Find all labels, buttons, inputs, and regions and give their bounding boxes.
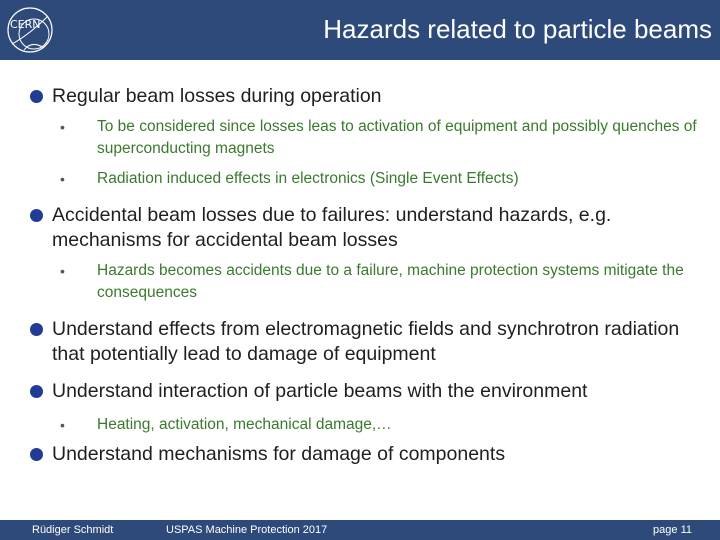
bullet-dot-icon bbox=[30, 385, 43, 398]
bullet-text: Regular beam losses during operation bbox=[52, 85, 382, 107]
sub-bullet-dot-icon: • bbox=[60, 263, 65, 279]
sub-bullet-radiation bbox=[60, 168, 697, 190]
sub-bullet-dot-icon: • bbox=[60, 417, 65, 433]
sub-bullet-text: Radiation induced effects in electronics (Single Event Effects) bbox=[97, 170, 519, 187]
bullet-dot-icon bbox=[30, 448, 43, 461]
bullet-text: Understand mechanisms for damage of components bbox=[52, 443, 506, 465]
footer-page-number: page 11 bbox=[653, 524, 692, 536]
bullet-dot-icon bbox=[30, 90, 43, 103]
sub-bullet-heating bbox=[60, 414, 697, 436]
bullet-text: Understand effects from electromagnetic fields and synchrotron radiation that potentially lead to damage of equipment bbox=[52, 318, 680, 365]
sub-bullet-dot-icon: • bbox=[60, 119, 65, 135]
sub-bullet-dot-icon: • bbox=[60, 171, 65, 187]
bullet-dot-icon bbox=[30, 323, 43, 336]
bullet-text: Understand interaction of particle beams with the environment bbox=[52, 380, 588, 402]
logo-text: CERN bbox=[10, 18, 41, 31]
bullet-regular-losses bbox=[52, 84, 702, 109]
sub-bullet-text: To be considered since losses leas to activation of equipment and possibly quenches of superconducting magnets bbox=[97, 118, 697, 157]
sub-bullet-text: Heating, activation, mechanical damage,… bbox=[97, 416, 392, 433]
bullet-em-fields bbox=[52, 317, 702, 367]
bullet-accidental-losses bbox=[52, 203, 702, 253]
bullet-damage-mechanisms bbox=[52, 442, 702, 467]
bullet-interaction bbox=[52, 379, 702, 404]
footer-event: USPAS Machine Protection 2017 bbox=[166, 524, 328, 536]
bullet-text: Accidental beam losses due to failures: understand hazards, e.g. mechanisms for accidental beam losses bbox=[52, 204, 612, 251]
footer-author: Rüdiger Schmidt bbox=[32, 524, 114, 536]
bullet-dot-icon bbox=[30, 209, 43, 222]
footer-bar bbox=[0, 520, 720, 540]
sub-bullet-text: Hazards becomes accidents due to a failure, machine protection systems mitigate the consequences bbox=[97, 262, 684, 301]
slide-title: Hazards related to particle beams bbox=[323, 14, 712, 44]
sub-bullet-hazards bbox=[60, 260, 697, 304]
sub-bullet-activation bbox=[60, 116, 697, 160]
